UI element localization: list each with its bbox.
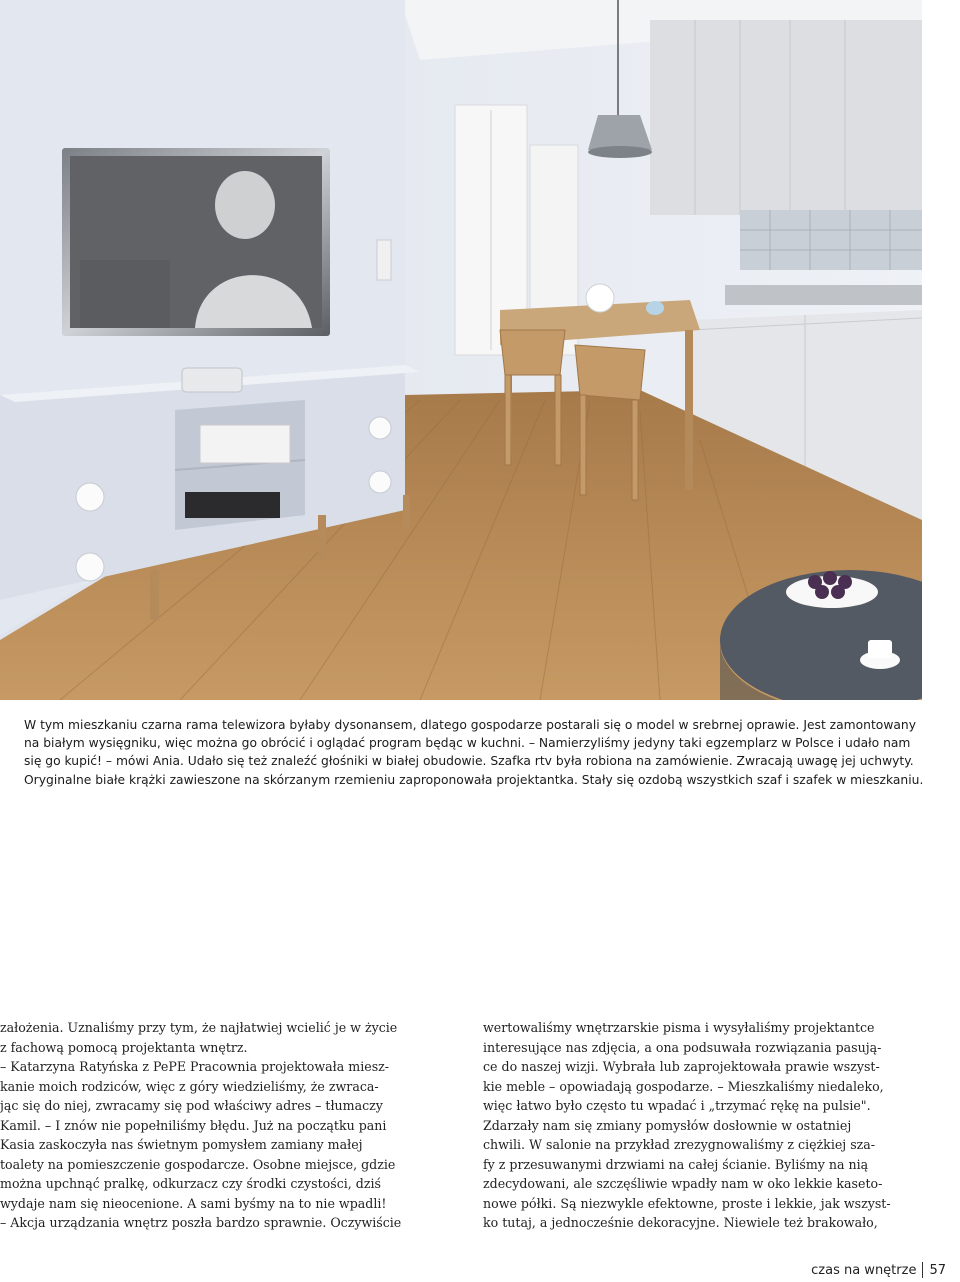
article-line: ko tutaj, a jednocześnie dekoracyjne. Niewiele też brakowało, <box>483 1215 878 1230</box>
article-line: założenia. Uznaliśmy przy tym, że najłatwiej wcielić je w życie <box>0 1020 398 1035</box>
article-line: kanie moich rodziców, więc z góry wiedzieliśmy, że zwraca- <box>0 1078 379 1094</box>
article-line: więc łatwo było często tu wpadać i „trzymać rękę na pulsie". <box>483 1098 871 1113</box>
page-number: 57 <box>929 1262 946 1278</box>
page-footer <box>811 1262 946 1278</box>
article-line: można upchnąć pralkę, odkurzacz czy środki czystości, dziś <box>0 1176 381 1191</box>
caption-line: na białym wysięgniku, więc można go obrócić i oglądać program będąc w kuchni. – Namierzyliśmy jedyny taki egzemplarz w Polsce i udało nam <box>24 736 911 751</box>
photo-caption <box>24 716 929 789</box>
article-line: toalety na pomieszczenie gospodarcze. Osobne miejsce, gdzie <box>0 1156 396 1172</box>
footer-divider <box>922 1262 923 1278</box>
caption-line: Oryginalne białe krążki zawieszone na skórzanym rzemieniu zaproponowała projektantka. Stały się ozdobą wszystkich szaf i szafek w mieszkaniu. <box>24 772 924 787</box>
article-line: kie meble – opowiadają gospodarze. – Mieszkaliśmy niedaleko, <box>483 1078 884 1094</box>
article-column-left <box>0 1018 430 1233</box>
article-line: zdecydowani, ale szczęśliwie wpadły nam w oko lekkie kaseto- <box>483 1176 883 1191</box>
article-line: chwili. W salonie na przykład zrezygnowaliśmy z ciężkiej sza- <box>483 1137 876 1152</box>
caption-line: się go kupić! – mówi Ania. Udało się też znaleźć głośniki w białej obudowie. Szafka rtv była robiona na zamówienie. Zwracają uwagę jej uchwyty. <box>24 754 914 769</box>
caption-line: W tym mieszkaniu czarna rama telewizora byłaby dysonansem, dlatego gospodarze postarali się o model w srebrnej oprawie. Jest zamontowany <box>24 718 916 732</box>
article-line: wydaje nam się nieocenione. A sami byśmy na to nie wpadli! <box>0 1195 387 1211</box>
article-line: jąc się do niej, zwracamy się pod właściwy adres – tłumaczy <box>0 1098 383 1113</box>
article-line: Kamil. – I znów nie popełniliśmy błędu. Już na początku pani <box>0 1117 387 1133</box>
article-line: Zdarzały nam się zmiany pomysłów dosłownie w ostatniej <box>483 1117 852 1133</box>
article-line: wertowaliśmy wnętrzarskie pisma i wysyłaliśmy projektantce <box>483 1020 875 1035</box>
article-line: – Akcja urządzania wnętrz poszła bardzo sprawnie. Oczywiście <box>0 1215 402 1230</box>
article-line: interesujące nas zdjęcia, a ona podsuwała rozwiązania pasują- <box>483 1039 882 1055</box>
article-line: z fachową pomocą projektanta wnętrz. <box>0 1039 248 1055</box>
article-line: Kasia zaskoczyła nas świetnym pomysłem zamiany małej <box>0 1137 363 1152</box>
article-line: ce do naszej wizji. Wybrała lub zaprojektowała prawie wszyst- <box>483 1059 880 1074</box>
article-line: nowe półki. Są niezwykle efektowne, proste i lekkie, jak wszyst- <box>483 1195 891 1211</box>
article-line: fy z przesuwanymi drzwiami na całej ścianie. Byliśmy na nią <box>483 1156 869 1172</box>
article-line: – Katarzyna Ratyńska z PePE Pracownia projektowała miesz- <box>0 1059 390 1074</box>
magazine-name: czas na wnętrze <box>811 1262 917 1278</box>
article-column-right <box>483 1018 913 1233</box>
